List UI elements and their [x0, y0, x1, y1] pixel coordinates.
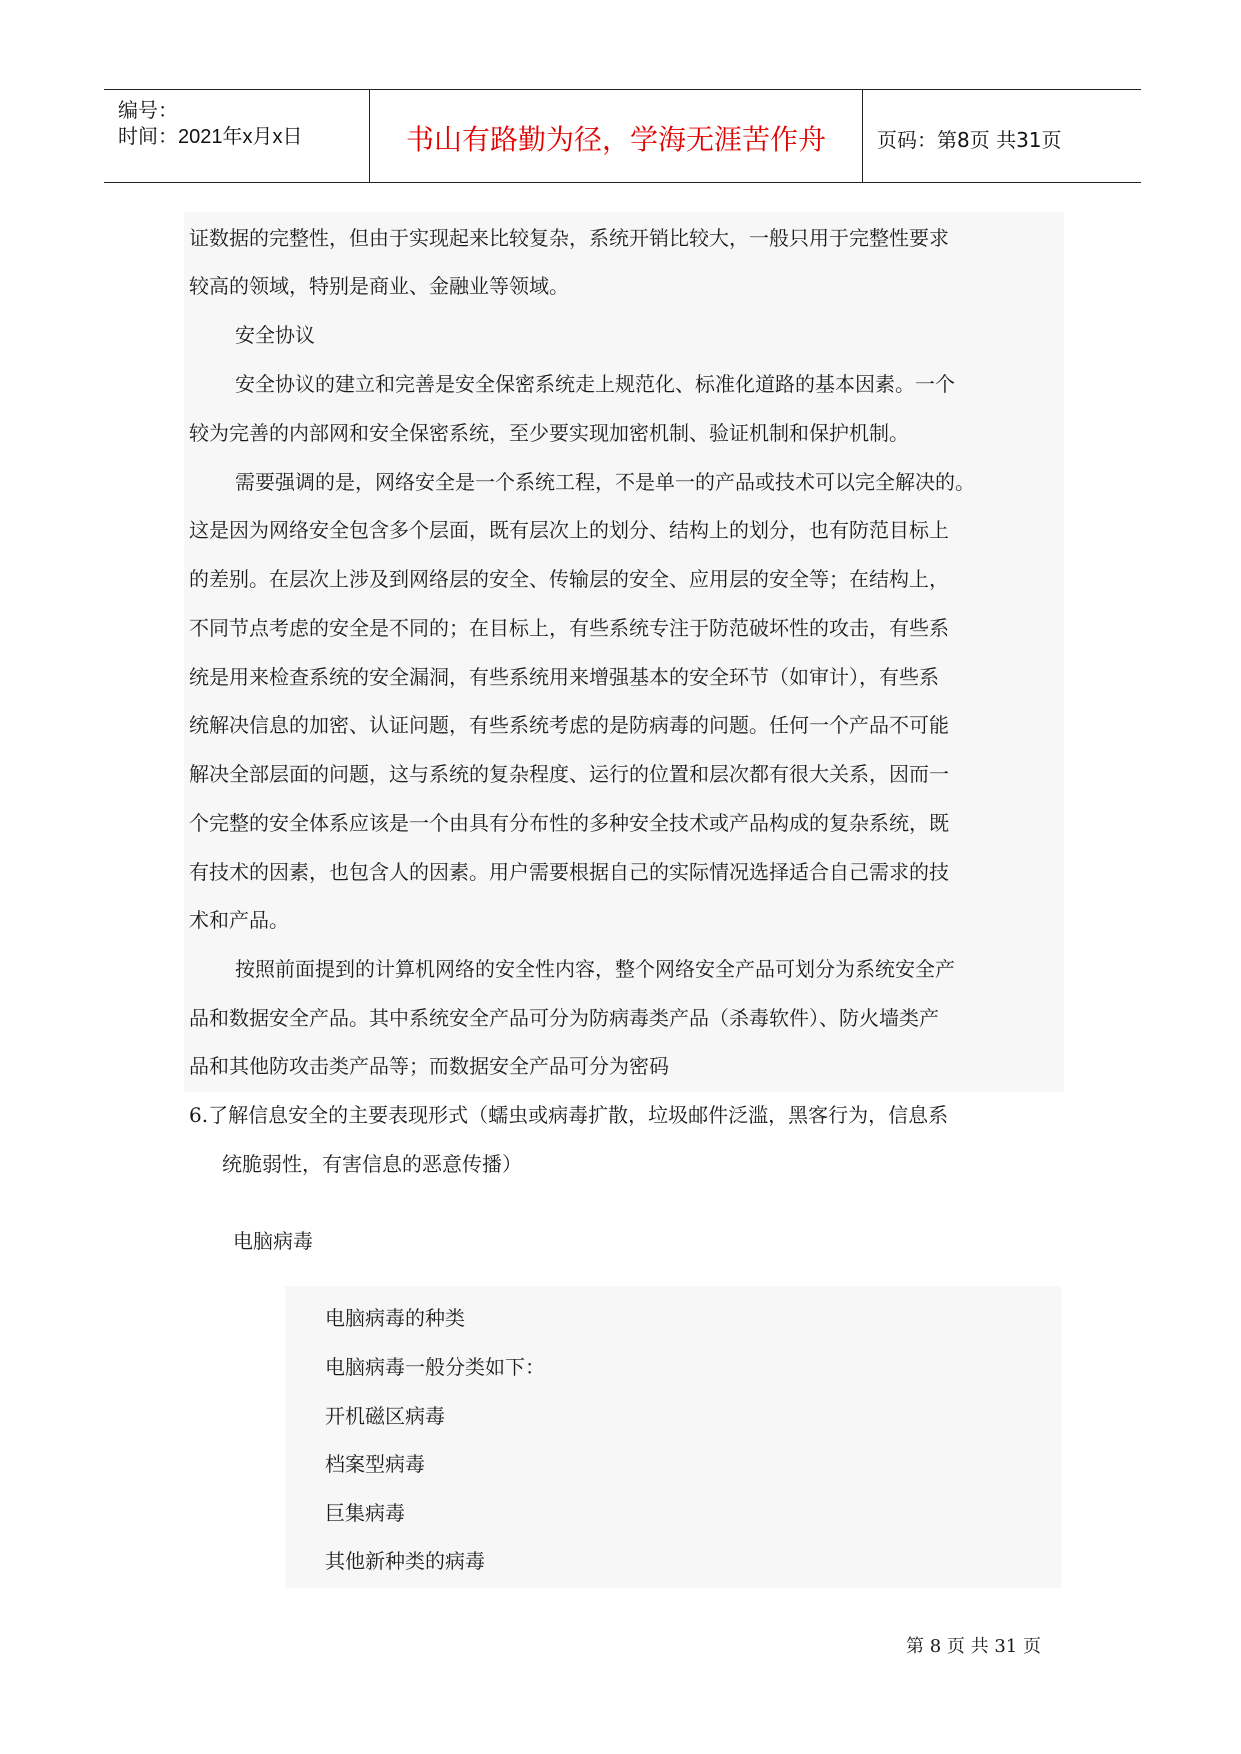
body-line: 解决全部层面的问题，这与系统的复杂程度、运行的位置和层次都有很大关系，因而一	[189, 762, 949, 786]
virus-types-line: 开机磁区病毒	[325, 1404, 445, 1428]
body-line: 这是因为网络安全包含多个层面，既有层次上的划分、结构上的划分，也有防范目标上	[189, 518, 949, 542]
document-time-label: 时间：2021年x月x日	[118, 126, 303, 148]
body-line: 品和其他防攻击类产品等；而数据安全产品可分为密码	[189, 1054, 669, 1078]
virus-types-line: 其他新种类的病毒	[325, 1549, 485, 1573]
list-item-6: 6.了解信息安全的主要表现形式（蠕虫或病毒扩散，垃圾邮件泛滥，黑客行为，信息系	[189, 1103, 949, 1127]
body-line: 较为完善的内部网和安全保密系统，至少要实现加密机制、验证机制和保护机制。	[189, 421, 909, 445]
section-heading: 安全协议	[235, 323, 315, 347]
body-line: 需要强调的是，网络安全是一个系统工程，不是单一的产品或技术可以完全解决的。	[235, 470, 975, 494]
list-item-6-continuation: 统脆弱性，有害信息的恶意传播）	[222, 1152, 522, 1176]
header-page-cell	[863, 90, 1141, 182]
header-meta-cell	[104, 90, 370, 182]
page-footer: 第 8 页 共 31 页	[906, 1636, 1041, 1657]
page-header	[104, 89, 1141, 183]
body-line: 品和数据安全产品。其中系统安全产品可分为防病毒类产品（杀毒软件）、防火墙类产	[189, 1006, 939, 1030]
virus-types-line: 电脑病毒一般分类如下：	[325, 1355, 545, 1379]
body-line: 统是用来检查系统的安全漏洞，有些系统用来增强基本的安全环节（如审计），有些系	[189, 665, 939, 689]
body-line: 的差别。在层次上涉及到网络层的安全、传输层的安全、应用层的安全等；在结构上，	[189, 567, 949, 591]
header-page-info: 页码：第8页 共31页	[877, 128, 1062, 152]
body-line: 统解决信息的加密、认证问题，有些系统考虑的是防病毒的问题。任何一个产品不可能	[189, 713, 949, 737]
virus-types-line: 巨集病毒	[325, 1501, 405, 1525]
body-line: 有技术的因素，也包含人的因素。用户需要根据自己的实际情况选择适合自己需求的技	[189, 860, 949, 884]
body-line: 较高的领域，特别是商业、金融业等领域。	[189, 274, 569, 298]
body-line: 证数据的完整性，但由于实现起来比较复杂，系统开销比较大，一般只用于完整性要求	[189, 226, 949, 250]
document-number-label: 编号：	[118, 100, 178, 122]
header-motto: 书山有路勤为径，学海无涯苦作舟	[405, 123, 826, 156]
body-line: 术和产品。	[189, 908, 289, 932]
header-motto-cell	[370, 90, 863, 182]
body-line: 不同节点考虑的安全是不同的；在目标上，有些系统专注于防范破坏性的攻击，有些系	[189, 616, 949, 640]
virus-types-block	[285, 1286, 1061, 1588]
body-line: 个完整的安全体系应该是一个由具有分布性的多种安全技术或产品构成的复杂系统，既	[189, 811, 949, 835]
body-line: 按照前面提到的计算机网络的安全性内容，整个网络安全产品可划分为系统安全产	[235, 957, 955, 981]
virus-types-line: 电脑病毒的种类	[325, 1306, 465, 1330]
body-line: 安全协议的建立和完善是安全保密系统走上规范化、标准化道路的基本因素。一个	[235, 372, 955, 396]
virus-types-line: 档案型病毒	[325, 1452, 425, 1476]
virus-heading: 电脑病毒	[233, 1229, 313, 1253]
